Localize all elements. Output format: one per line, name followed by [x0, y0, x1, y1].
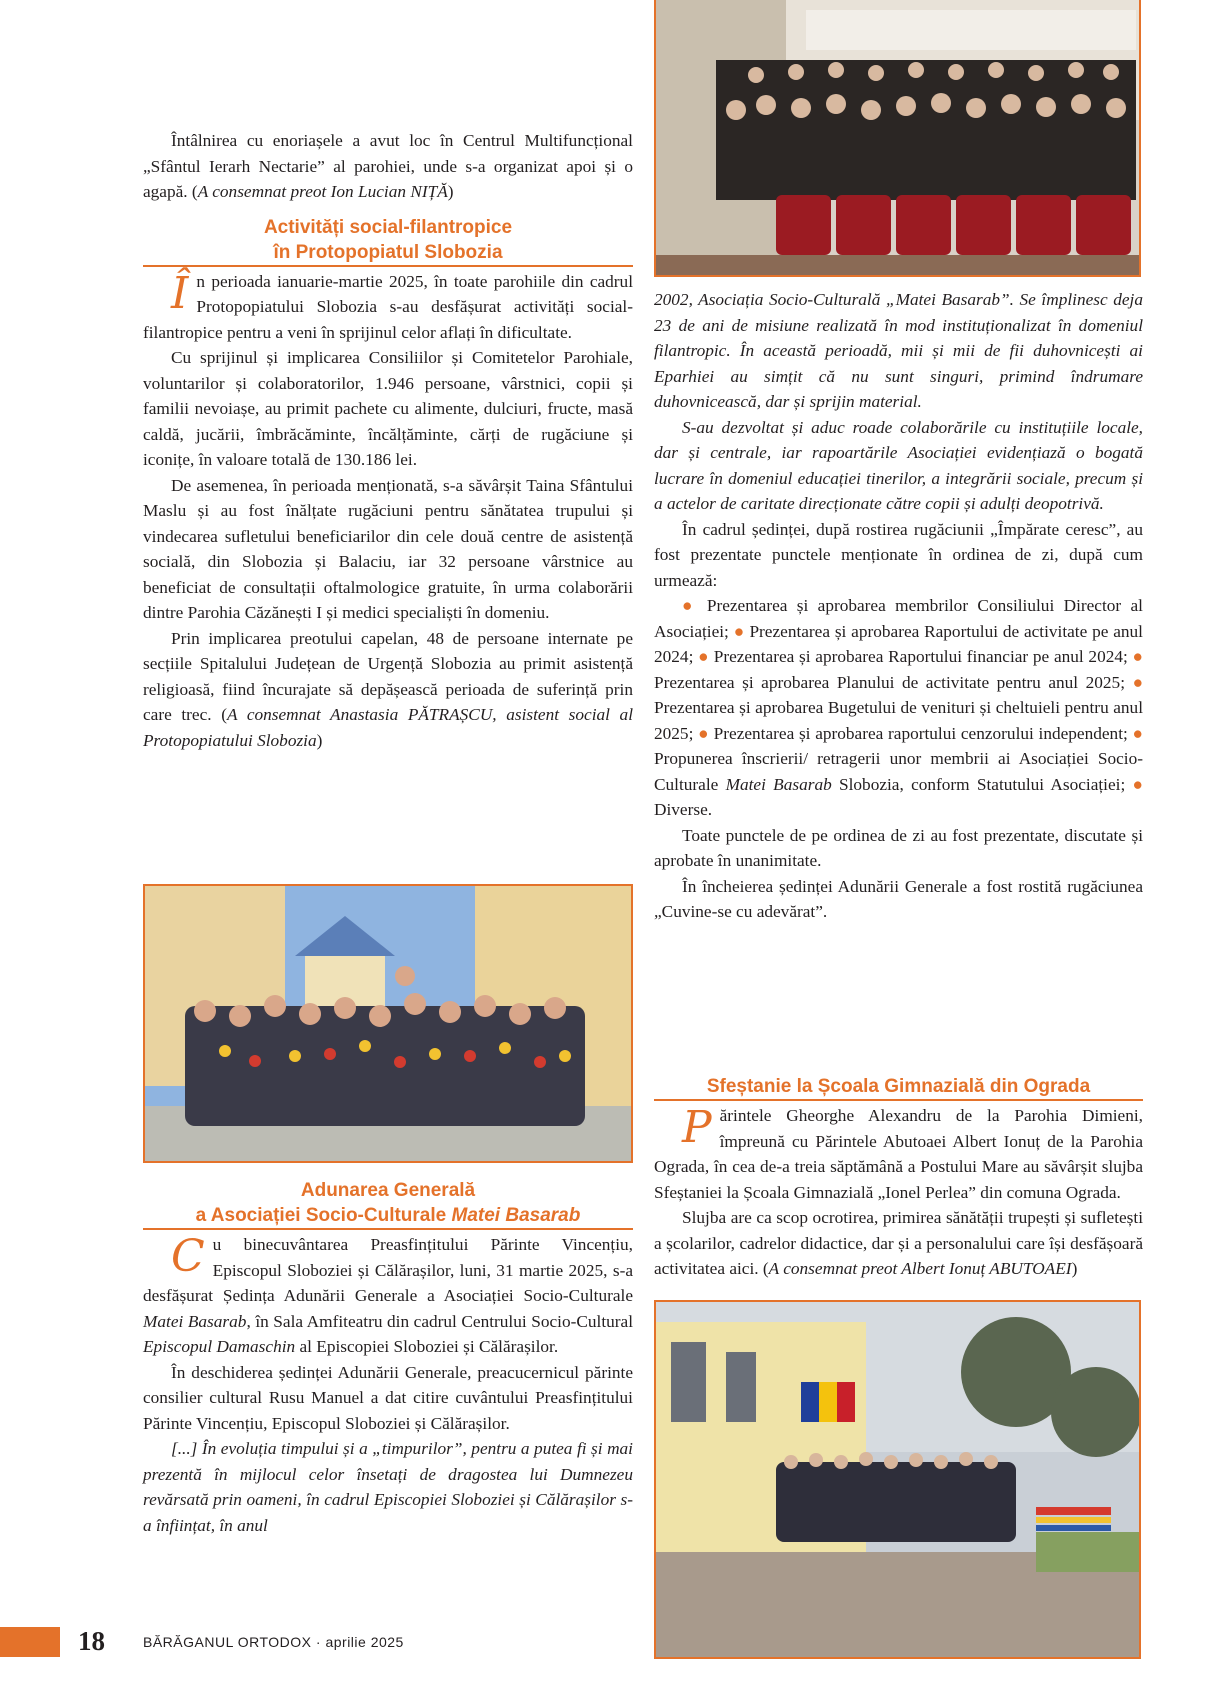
quote-continuation: 2002, Asociația Socio-Culturală „Matei Basarab”. Se împlinesc deja 23 de ani de misiune realizată în mod instituționalizat în domeniul filantropic. În această perioadă, mii și mii de fii duhovnicești ai Eparhiei au simțit că nu sunt singuri, primind îndrumare duhovnicească, dar și sprijin material. — [654, 290, 1143, 411]
filantropic-paragraph-4: Prin implicarea preotului capelan, 48 de persoane internate pe secțiile Spitalului Județean de Urgență Slobozia au primit asistență religioasă, fiind încurajate să depășească perioada de suferință prin care trec. (A consemnat Anastasia PĂTRAȘCU, asistent social al Protopopiatului Slobozia) — [143, 628, 633, 750]
page-number: 18 — [78, 1626, 105, 1656]
bullet-icon: ● — [1132, 774, 1143, 794]
intro-paragraph: Întâlnirea cu enoriașele a avut loc în Centrul Multifuncțional „Sfântul Ierarh Nectarie” al parohiei, unde s-a organizat apoi și o agapă. (A consemnat preot Ion Lucian NIȚĂ) — [143, 131, 633, 201]
filantropic-paragraph-2: Cu sprijinul și implicarea Consiliilor și Comitetelor Parohiale, voluntarilor și colaboratorilor, 1.946 persoane, vârstnici, copii și familii nevoiașe, au primit pachete cu alimente, dulciuri, fructe, masă caldă, jucării, îmbrăcăminte, încălțăminte, cărți de rugăciune și iconițe, în valoare totală de 130.186 lei. — [143, 348, 633, 469]
right-column — [654, 287, 1143, 925]
sfestanie-paragraph-1: Părintele Gheorghe Alexandru de la Parohia Dimieni, împreună cu Părintele Abutoaei Albert Ionuț de la Parohia Ograda, în cea de-a treia săptămână a Postului Mare au săvârșit slujba Sfeștaniei la Școala Gimnazială „Ionel Perlea” din comuna Ograda. — [654, 1102, 1143, 1202]
section-heading-assembly: Adunarea Generală — [300, 1180, 476, 1201]
bullet-icon: ● — [1132, 672, 1144, 692]
right-column-lower — [654, 1074, 1143, 1282]
drop-cap: C — [171, 1231, 205, 1282]
closing-prayer: În încheierea ședinței Adunării Generale a fost rostită rugăciunea „Cuvine-se cu adevărat”. — [654, 876, 1143, 921]
bullet-icon: ● — [698, 723, 709, 743]
left-column — [143, 128, 633, 753]
filantropic-paragraph-1: În perioada ianuarie-martie 2025, în toate parohiile din cadrul Protopopiatului Slobozia s-au desfășurat activități social-filantropice pentru a veni în sprijinul celor aflați în dificultate. — [143, 267, 633, 342]
sfestanie-paragraph-2: Slujba are ca scop ocrotirea, primirea sănătății trupești și sufletești a școlarilor, cadrelor didactice, dar și a personalului care își desfășoară activitatea aici. (A consemnat preot Albert Ionuț ABUTOAEI) — [654, 1208, 1143, 1278]
filantropic-paragraph-3: De asemenea, în perioada menționată, s-a săvârșit Taina Sfântului Maslu și au fost înălțate rugăciuni pentru sănătatea trupului și vindecarea sufletului beneficiarilor din cele două centre de asistență socială, din Slobozia și Balaciu, iar 32 persoane vârstnice au beneficiat de consultații oftalmologice gratuite, în urma colaborării dintre Parohia Căzănești I și medici specialiști în domeniu. — [143, 475, 633, 622]
left-column-lower — [143, 1178, 633, 1538]
bullet-icon: ● — [698, 647, 709, 666]
bullet-icon: ● — [1132, 723, 1143, 743]
agenda-list: ● Prezentarea și aprobarea membrilor Consiliului Director al Asociației; ● Prezentarea și aprobarea Raportului de activitate pe anul 2024; ● Prezentarea și aprobarea Raportului financiar pe anul 2024; ● Prezentarea și aprobarea Planului de activitate pentru anul 2025; ● Prezentarea și aprobarea Bugetului de venituri și cheltuieli pentru anul 2025; ● Prezentarea și aprobarea raportului cenzorului independent; ● Propunerea înscrierii/ retragerii unor membrii ai Asociației Socio-Culturale Matei Basarab Slobozia, conform Statutului Asociației; ● Diverse. — [654, 596, 1144, 819]
bullet-icon: ● — [1132, 647, 1143, 666]
agenda-intro: În cadrul ședinței, după rostirea rugăciunii „Împărate ceresc”, au fost prezentate punctele menționate în ordinea de zi, după cum urmează: — [654, 519, 1143, 590]
section-heading-sfestanie: Sfeștanie la Școala Gimnazială din Ograda — [654, 1074, 1143, 1101]
children-flowers-photo — [143, 884, 633, 1163]
agenda-approved: Toate punctele de pe ordinea de zi au fost prezentate, discutate și aprobate în unanimitate. — [654, 825, 1143, 870]
footer-accent-bar — [0, 1627, 60, 1657]
section-heading-assembly-line2: a Asociației Socio-Culturale Matei Basarab — [143, 1203, 633, 1230]
section-heading-filantropic-line2: în Protopopiatul Slobozia — [143, 240, 633, 267]
bullet-icon: ● — [733, 621, 745, 641]
assembly-quote: [...] În evoluția timpului și a „timpurilor”, pentru a putea fi și mai prezentă în mijlocul celor însetați de dragostea lui Dumnezeu revărsată prin oameni, în cadrul Episcopiei Sloboziei și Călărașilor s-a înființat, în anul — [143, 1439, 633, 1535]
drop-cap: Î — [171, 267, 189, 319]
drop-cap: P — [682, 1102, 712, 1153]
section-heading-filantropic: Activități social-filantropice — [263, 216, 513, 238]
bullet-icon: ● — [682, 596, 698, 615]
quote-paragraph-2: S-au dezvoltat și aduc roade colaborările cu instituțiile locale, dar și centrale, iar rapoartările Asociației evidențiază o bogată lucrare în domeniul educației tinerilor, a integrării sociale, precum și a actelor de caritate direcționate către copii și adulți deopotrivă. — [654, 417, 1143, 513]
assembly-paragraph-1: Cu binecuvântarea Preasfințitului Părinte Vincențiu, Episcopul Sloboziei și Călărașilor, luni, 31 martie 2025, s-a desfășurat Ședința Adunării Generale a Asociației Socio-Culturale Matei Basarab, în Sala Amfiteatru din cadrul Centrului Socio-Cultural Episcopul Damaschin al Episcopiei Sloboziei și Călărașilor. — [143, 1231, 633, 1356]
journal-title: BĂRĂGANUL ORTODOX · aprilie 2025 — [143, 1634, 404, 1650]
assembly-paragraph-2: În deschiderea ședinței Adunării Generale, preacucernicul părinte consilier cultural Rusu Manuel a dat citire cuvântului Preasfințitului Părinte Vincențiu, Episcopul Sloboziei și Călărașilor. — [143, 1362, 633, 1433]
school-group-photo — [654, 1300, 1141, 1659]
assembly-group-photo — [654, 0, 1141, 277]
